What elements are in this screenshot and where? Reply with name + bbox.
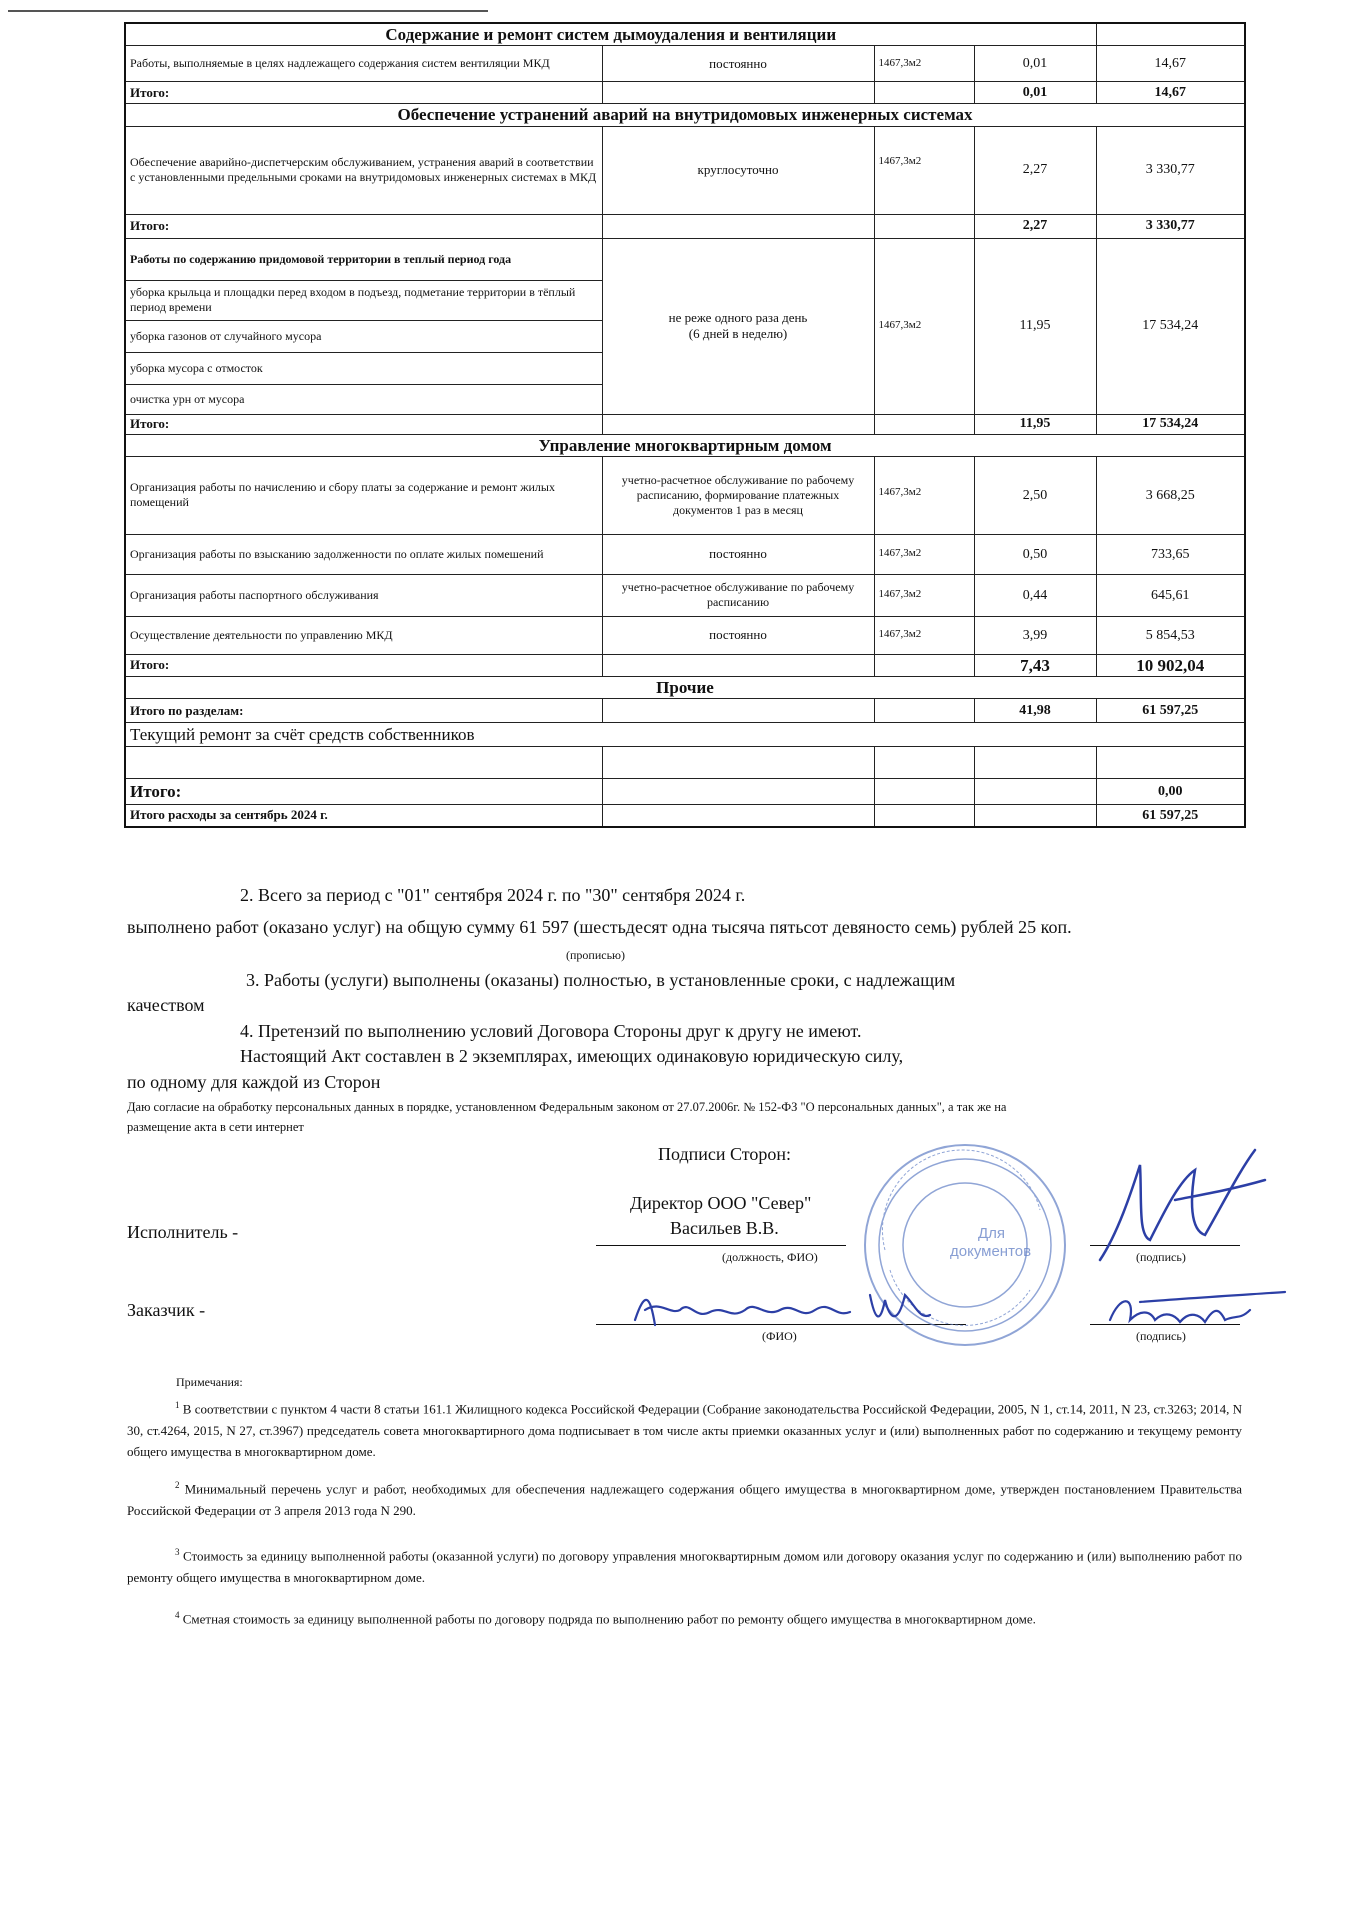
grand-total-row [125, 805, 1245, 827]
note-4 [127, 1608, 1242, 1630]
repair-total-label: Итого: [125, 779, 602, 805]
table-row [125, 534, 1245, 574]
row-rate: 0,50 [974, 534, 1096, 574]
row-name: Работы, выполняемые в целях надлежащего содержания систем вентиляции МКД [125, 46, 602, 82]
total-row [125, 414, 1245, 434]
paragraph-5-end: по одному для каждой из Сторон [127, 1072, 381, 1092]
total-sum: 10 902,04 [1096, 654, 1245, 676]
customer-signature-scribble [1100, 1290, 1290, 1335]
position-fio-caption: (должность, ФИО) [722, 1250, 818, 1264]
territory-unit: 1467,3м2 [874, 238, 974, 414]
note-3 [127, 1545, 1242, 1588]
note-4-number: 4 [175, 1610, 180, 1620]
territory-period [602, 238, 874, 414]
sections-total-rate: 41,98 [974, 699, 1096, 723]
row-period: учетно-расчетное обслуживание по рабочему расписанию [602, 574, 874, 616]
total-row [125, 214, 1245, 238]
director-name: Васильев В.В. [670, 1218, 779, 1238]
row-name: Обеспечение аварийно-диспетчерским обслуживанием, устранения аварий в соответствии с установленными предельными сроками на внутридомовых инженерных системах в МКД [125, 126, 602, 214]
customer-fio-handwriting [630, 1280, 950, 1340]
row-period: учетно-расчетное обслуживание по рабочему расписанию, формирование платежных документов 1 раз в месяц [602, 456, 874, 534]
territory-sum: 17 534,24 [1096, 238, 1245, 414]
section-header-row [125, 677, 1245, 699]
note-1-text: В соответствии с пунктом 4 части 8 статьи 161.1 Жилищного кодекса Российской Федерации (Собрание законодательства Российской Федерации, 2005, N 1, ст.14, 2011, N 23, ст.3263; 2014, N 30, ст.4264, 2015, N 27, ст.3967) председатель совета многоквартирного дома подписывает в том числе акты приемки оказанных услуг и (или) выполненных работ по содержанию и текущему ремонту общего имущества в многоквартирном доме. [127, 1401, 1242, 1460]
row-period: постоянно [602, 534, 874, 574]
grand-total-sum: 61 597,25 [1096, 805, 1245, 827]
consent-line-1: Даю согласие на обработку персональных данных в порядке, установленном Федеральным законом от 27.07.2006г. № 152-ФЗ "О персональных данных", а так же на [127, 1100, 1007, 1114]
row-unit: 1467,3м2 [874, 616, 974, 654]
services-table [124, 22, 1246, 828]
row-unit: 1467,3м2 [874, 456, 974, 534]
paragraph-2-sum: выполнено работ (оказано услуг) на общую сумму 61 597 (шестьдесят одна тысяча пятьсот девяносто семь) рублей 25 коп. [127, 917, 1072, 937]
stamp-text-1: Для [978, 1225, 1006, 1242]
executor-fio-line [596, 1245, 846, 1246]
row-sum: 3 330,77 [1096, 126, 1245, 214]
section-header-row [125, 23, 1245, 46]
section-header-row [125, 104, 1245, 126]
section-title-management: Управление многоквартирным домом [125, 434, 1245, 456]
director-position: Директор ООО "Север" [630, 1193, 812, 1213]
row-sum: 5 854,53 [1096, 616, 1245, 654]
total-rate: 11,95 [974, 414, 1096, 434]
signatures-title: Подписи Сторон: [658, 1144, 792, 1164]
sections-total-label: Итого по разделам: [125, 699, 602, 723]
row-sum: 14,67 [1096, 46, 1245, 82]
row-period: круглосуточно [602, 126, 874, 214]
total-row [125, 654, 1245, 676]
table-row [125, 616, 1245, 654]
customer-signature-caption: (подпись) [1136, 1329, 1186, 1343]
fio-caption: (ФИО) [762, 1329, 797, 1343]
total-row [125, 82, 1245, 104]
row-sum: 733,65 [1096, 534, 1245, 574]
executor-signature-scribble [1080, 1140, 1270, 1270]
territory-item: уборка мусора с отмосток [125, 352, 602, 384]
paragraph-3: 3. Работы (услуги) выполнены (оказаны) полностью, в установленные сроки, с надлежащим [246, 970, 956, 990]
territory-period-line2: (6 дней в неделю) [688, 326, 788, 341]
row-unit: 1467,3м2 [874, 574, 974, 616]
executor-signature-caption: (подпись) [1136, 1250, 1186, 1264]
note-2 [127, 1478, 1242, 1521]
note-3-number: 3 [175, 1547, 180, 1557]
note-1-number: 1 [175, 1400, 180, 1410]
top-edge-line [8, 10, 488, 12]
grand-total-label: Итого расходы за сентябрь 2024 г. [125, 805, 602, 827]
row-name: Организация работы по начислению и сбору платы за содержание и ремонт жилых помещений [125, 456, 602, 534]
paragraph-2: 2. Всего за период с "01" сентября 2024 г. по "30" сентября 2024 г. [240, 885, 746, 905]
paragraph-4: 4. Претензий по выполнению условий Договора Стороны друг к другу не имеют. [240, 1021, 862, 1041]
row-name: Организация работы паспортного обслуживания [125, 574, 602, 616]
stamp-text-2: документов [950, 1243, 1032, 1260]
territory-item: уборка газонов от случайного мусора [125, 320, 602, 352]
row-rate: 0,01 [974, 46, 1096, 82]
row-sum: 645,61 [1096, 574, 1245, 616]
table-row [125, 46, 1245, 82]
row-rate: 2,27 [974, 126, 1096, 214]
section-title-smoke: Содержание и ремонт систем дымоудаления и вентиляции [125, 23, 1096, 46]
row-unit: 1467,3м2 [874, 126, 974, 214]
executor-label: Исполнитель - [127, 1222, 239, 1242]
section-title-emergency: Обеспечение устранений аварий на внутридомовых инженерных системах [125, 104, 1245, 126]
propis-caption: (прописью) [566, 948, 626, 962]
total-label: Итого: [125, 414, 602, 434]
table-row [125, 574, 1245, 616]
paragraph-5: Настоящий Акт составлен в 2 экземплярах, имеющих одинаковую юридическую силу, [240, 1046, 904, 1066]
table-row [125, 723, 1245, 747]
section-header-row [125, 434, 1245, 456]
row-rate: 2,50 [974, 456, 1096, 534]
consent-line-2: размещение акта в сети интернет [127, 1120, 304, 1134]
territory-header: Работы по содержанию придомовой территории в теплый период года [125, 238, 602, 280]
total-row [125, 699, 1245, 723]
sections-total-sum: 61 597,25 [1096, 699, 1245, 723]
row-unit: 1467,3м2 [874, 46, 974, 82]
row-sum: 3 668,25 [1096, 456, 1245, 534]
section-title-other: Прочие [125, 677, 1245, 699]
total-sum: 17 534,24 [1096, 414, 1245, 434]
paragraph-3-end: качеством [127, 995, 205, 1015]
note-3-text: Стоимость за единицу выполненной работы (оказанной услуги) по договору управления многоквартирным домом или договору оказания услуг по содержанию и (или) выполнению работ по ремонту общего имущества в многоквартирном доме. [127, 1548, 1243, 1585]
note-2-number: 2 [175, 1480, 180, 1490]
table-row [125, 126, 1245, 214]
total-label: Итого: [125, 654, 602, 676]
row-name: Осуществление деятельности по управлению МКД [125, 616, 602, 654]
total-rate: 7,43 [974, 654, 1096, 676]
total-label: Итого: [125, 82, 602, 104]
territory-period-line1: не реже одного раза день [668, 309, 808, 325]
note-1 [127, 1398, 1242, 1463]
notes-title: Примечания: [176, 1375, 243, 1389]
row-rate: 0,44 [974, 574, 1096, 616]
total-rate: 0,01 [974, 82, 1096, 104]
repair-label: Текущий ремонт за счёт средств собственников [125, 723, 1245, 747]
territory-item: уборка крыльца и площадки перед входом в подъезд, подметание территории в тёплый период времени [125, 280, 602, 320]
table-row [125, 238, 1245, 280]
customer-label: Заказчик - [127, 1300, 206, 1320]
row-rate: 3,99 [974, 616, 1096, 654]
total-sum: 3 330,77 [1096, 214, 1245, 238]
total-rate: 2,27 [974, 214, 1096, 238]
note-2-text: Минимальный перечень услуг и работ, необходимых для обеспечения надлежащего содержания общего имущества в многоквартирном доме, утвержден постановлением Правительства Российской Федерации от 3 апреля 2013 года N 290. [127, 1481, 1243, 1518]
table-row [125, 456, 1245, 534]
note-4-text: Сметная стоимость за единицу выполненной работы по договору подряда по выполнению работ по ремонту общего имущества в многоквартирном доме. [182, 1611, 1036, 1627]
total-sum: 14,67 [1096, 82, 1245, 104]
total-label: Итого: [125, 214, 602, 238]
row-period: постоянно [602, 616, 874, 654]
territory-item: очистка урн от мусора [125, 384, 602, 414]
total-row [125, 779, 1245, 805]
row-name: Организация работы по взысканию задолженности по оплате жилых помешений [125, 534, 602, 574]
territory-rate: 11,95 [974, 238, 1096, 414]
repair-total-sum: 0,00 [1096, 779, 1245, 805]
row-unit: 1467,3м2 [874, 534, 974, 574]
table-row [125, 747, 1245, 779]
row-period: постоянно [602, 46, 874, 82]
